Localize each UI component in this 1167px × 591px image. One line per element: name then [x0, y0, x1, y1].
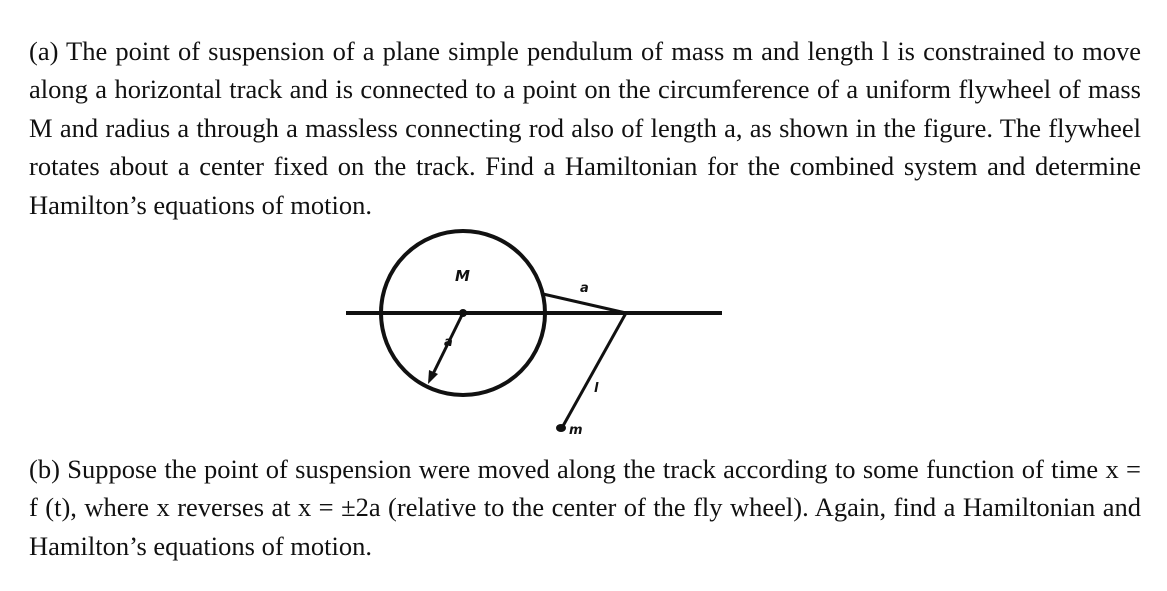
- connecting-rod: [543, 294, 626, 313]
- radius-arrow: [428, 370, 438, 384]
- rod-length-label: a: [580, 281, 589, 296]
- pendulum-string: [563, 313, 626, 426]
- problem-part-a: (a) The point of suspension of a plane simple pendulum of mass m and length l is constrained to move along a horizontal track and is connected to a point on the circumference of a uniform flywheel of mass M and radius a through a massless connecting rod also of length a, as shown in the figure. The flywheel rotates about a center fixed on the track. Find a Hamiltonian for the combined system and determine Hamilton’s equations of motion.: [29, 36, 1141, 220]
- pendulum-bob: [556, 424, 566, 432]
- pendulum-mass-label: m: [569, 423, 583, 438]
- flywheel-mass-label: M: [455, 267, 470, 285]
- problem-part-b: (b) Suppose the point of suspension were moved along the track according to some function of time x = f (t), where x reverses at x = ±2a (relative to the center of the fly wheel). Again, find a Hamiltonian and Hamilton’s equations of motion.: [29, 454, 1141, 561]
- pendulum-length-label: l: [594, 381, 599, 396]
- radius-label: a: [444, 335, 453, 350]
